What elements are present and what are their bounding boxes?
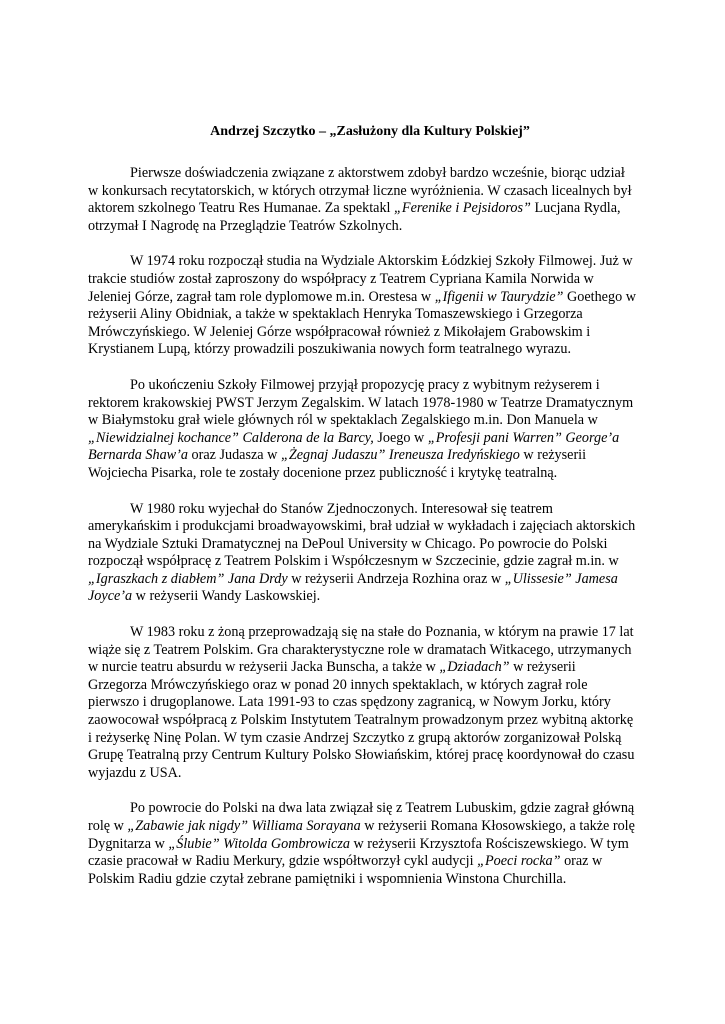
text-segment: W 1974 roku rozpoczął studia na Wydziale Aktorskim Łódzkiej Szkoły Filmowej. Już w trakcie studiów został zaproszony do współpracy z Teatrem Cypriana Kamila Norwida w Jeleniej Górze, zagrał tam role dyplomowe m.in. Orestesa w	[88, 253, 633, 305]
text-segment: Po ukończeniu Szkoły Filmowej przyjął propozycję pracy z wybitnym reżyserem i rektorem krakowskiej PWST Jerzym Zegalskim. W latach 1978-1980 w Teatrze Dramatycznym w Białymstoku grał wiele głównych ról w spektaklach Zegalskiego m.in. Don Manuela w	[88, 376, 634, 429]
text-segment: w reżyserii Romana Kłosowskiego, a także rolę Dygnitarza w	[88, 818, 635, 852]
paragraph-6	[88, 800, 638, 888]
paragraph-1	[88, 165, 638, 235]
play-title: „Poeci rocka”	[477, 853, 561, 870]
text-segment: Pierwsze doświadczenia związane z aktorstwem zdobył bardzo wcześnie, biorąc udział w konkursach recytatorskich, w których otrzymał liczne wyróżnienia. W czasach licealnych był aktorem szkolnego Teatru Res Humanae. Za spektakl	[88, 165, 632, 217]
paragraph-5	[88, 624, 638, 782]
text-segment: Po powrocie do Polski na dwa lata związał się z Teatrem Lubuskim, gdzie zagrał główną rolę w	[88, 800, 635, 834]
text-segment: Joego w	[373, 429, 428, 446]
play-title: „Żegnaj Judaszu” Ireneusza Iredyńskiego	[280, 447, 520, 464]
paragraph-4	[88, 501, 638, 607]
document-title: Andrzej Szczytko – „Zasłużony dla Kultury Polskiej”	[210, 124, 530, 139]
paragraph-3	[88, 377, 638, 483]
text-segment: oraz w Polskim Radiu gdzie czytał zebrane pamiętniki i wspomnienia Winstona Churchilla.	[88, 853, 603, 887]
text-segment: w reżyserii Wojciecha Pisarka, role te zostały docenione przez publiczność i krytykę teatralną.	[88, 447, 587, 481]
play-title: „Dziadach”	[439, 659, 510, 676]
play-title: „Ślubie” Witolda Gombrowicza	[168, 835, 350, 852]
play-title: „Ulissesie” Jamesa Joyce’a	[88, 570, 618, 605]
play-title: „Ifigenii w Taurydzie”	[434, 288, 564, 305]
text-segment: w reżyserii Wandy Laskowskiej.	[132, 588, 321, 605]
document-body	[88, 165, 638, 888]
play-title: „Ferenike i Pejsidoros”	[394, 200, 531, 217]
text-segment: Goethego w reżyserii Aliny Obidniak, a także w spektaklach Henryka Tomaszewskiego i Grzegorza Mrówczyńskiego. W Jeleniej Górze współpracował również z Mikołajem Grabowskim i Krystianem Lupą, którzy prowadzili poszukiwania nowych form teatralnego wyrazu.	[88, 288, 636, 358]
play-title: „Niewidzialnej kochance” Calderona de la Barcy,	[88, 429, 374, 446]
text-segment: W 1980 roku wyjechał do Stanów Zjednoczonych. Interesował się teatrem amerykańskim i produkcjami broadwayowskimi, brał udział w wykładach i zajęciach aktorskich na Wydziale Sztuki Dramatycznej na DePoul University w Chicago. Po powrocie do Polski rozpoczął współpracę z Teatrem Polskim i Współczesnym w Szczecinie, gdzie zagrał m.in. w	[88, 500, 636, 570]
paragraph-2	[88, 253, 638, 359]
text-segment: oraz Judasza w	[187, 447, 281, 464]
text-segment: w reżyserii Andrzeja Rozhina oraz w	[287, 570, 505, 587]
play-title: „Zabawie jak nigdy” Williama Sorayana	[127, 818, 361, 834]
text-segment: w reżyserii Krzysztofa Rościszewskiego. W tym czasie pracował w Radiu Merkury, gdzie współtworzył cykl audycji	[88, 835, 629, 870]
document-page	[88, 122, 638, 906]
text-segment: Lucjana Rydla, otrzymał I Nagrodę na Przeglądzie Teatrów Szkolnych.	[88, 200, 621, 234]
text-segment: w reżyserii Grzegorza Mrówczyńskiego oraz w ponad 20 innych spektaklach, w których zagrał role pierwszo i drugoplanowe. Lata 1991-93 to czas spędzony zagranicą, w Nowym Jorku, który zaowocował współpracą z Polskim Instytutem Teatralnym prowadzonym przez wybitną aktorkę i reżyserkę Ninę Polan. W tym czasie Andrzej Szczytko z grupą aktorów zorganizował Polską Grupę Teatralną przy Centrum Kultury Polsko Słowiańskim, której pracę koordynował do czasu wyjazdu z USA.	[88, 659, 635, 781]
play-title: „Igraszkach z diabłem” Jana Drdy	[88, 570, 288, 587]
text-segment: W 1983 roku z żoną przeprowadzają się na stałe do Poznania, w którym na prawie 17 lat wiąże się z Teatrem Polskim. Gra charakterystyczne role w dramatach Witkacego, utrzymanych w nurcie teatru absurdu w reżyserii Jacka Bunscha, a także w	[88, 624, 634, 676]
play-title: „Profesji pani Warren” George’a Bernarda Shaw’a	[88, 429, 620, 464]
